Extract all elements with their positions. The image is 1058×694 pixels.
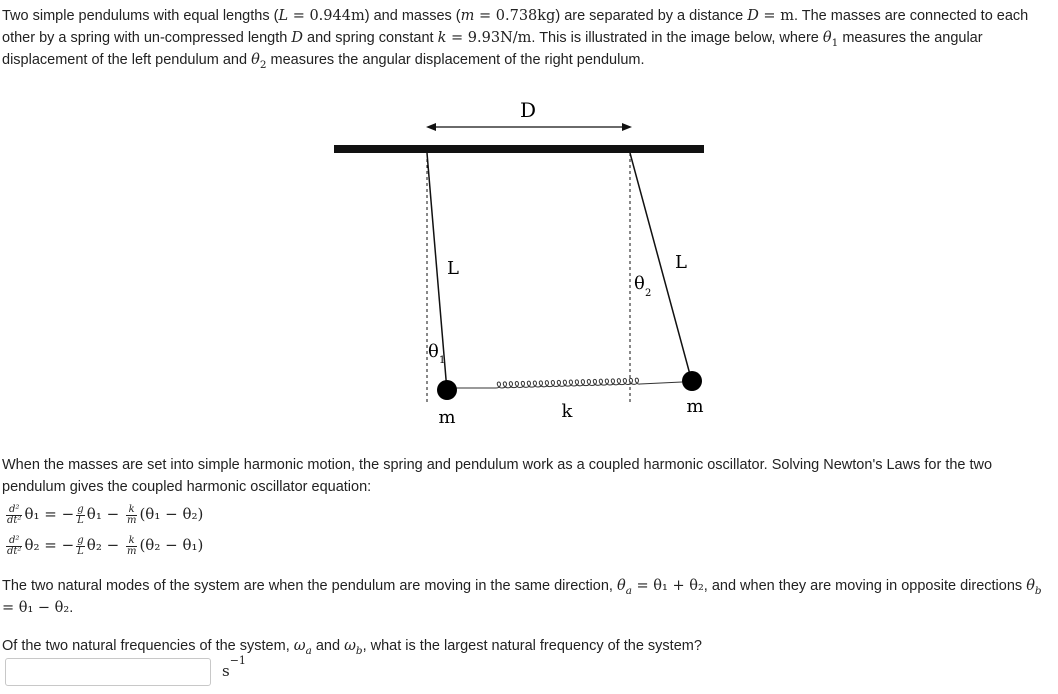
coupled-paragraph: When the masses are set into simple harmonic motion, the spring and pendulum work as a coupled harmonic oscillator. Solving Newton's Laws for the two pendulum gives the coupled harmonic oscillator equation: <box>2 457 993 495</box>
answer-unit: $s^{-1}$ <box>222 654 246 680</box>
label-m-left: m <box>438 407 456 428</box>
modes-paragraph: The two natural modes of the system are when the pendulum are moving in the same direction, $\theta_a = \theta_1 + \theta_2$, and when they are moving in opposite directions $\theta_b = \theta_1 - \theta_2$. <box>2 578 1042 616</box>
distance-arrow <box>426 123 632 131</box>
label-m-right: m <box>686 396 704 417</box>
label-theta2-sub: 2 <box>645 288 652 299</box>
spring-coil-path <box>496 378 640 388</box>
spring-coils <box>496 378 640 388</box>
problem-intro: Two simple pendulums with equal lengths (L = 0.944m) and masses (m = 0.738kg) are separated by a distance D = m. The masses are connected to each other by a spring with un-compressed length D and spring constant k = 9.93N/m. This is illustrated in the image below, where $\theta_1$ measures the angular displacement of the left pendulum and $\theta_2$ measures the angular displacement of the right pendulum. <box>2 8 1029 71</box>
label-D: D <box>519 98 537 122</box>
spring-end <box>640 382 682 384</box>
equation-2: $\frac{\text{d²}}{\text{dt²}}$ θ₂ = − $\frac{g}{L}$ θ₂ − $\frac{k}{m}$ (θ₂ − θ₁) <box>7 534 204 557</box>
question-text: Of the two natural frequencies of the system, $\omega_a$ and $\omega_b$, what is the largest natural frequency of the system? <box>2 638 702 657</box>
answer-input[interactable] <box>5 658 211 686</box>
pendulum-diagram <box>320 90 720 435</box>
left-mass <box>437 380 457 400</box>
equation-1: $\frac{\text{d²}}{\text{dt²}}$ θ₁ = − $\frac{g}{L}$ θ₁ − $\frac{k}{m}$ (θ₁ − θ₂) <box>7 503 204 526</box>
label-L-right: L <box>675 252 687 273</box>
label-theta2: θ <box>634 273 645 294</box>
label-L-left: L <box>447 258 459 279</box>
label-theta1: θ <box>428 341 439 362</box>
label-theta1-sub: 1 <box>439 355 446 366</box>
ceiling-bar <box>334 145 704 153</box>
right-mass <box>682 371 702 391</box>
label-k: k <box>561 401 573 422</box>
